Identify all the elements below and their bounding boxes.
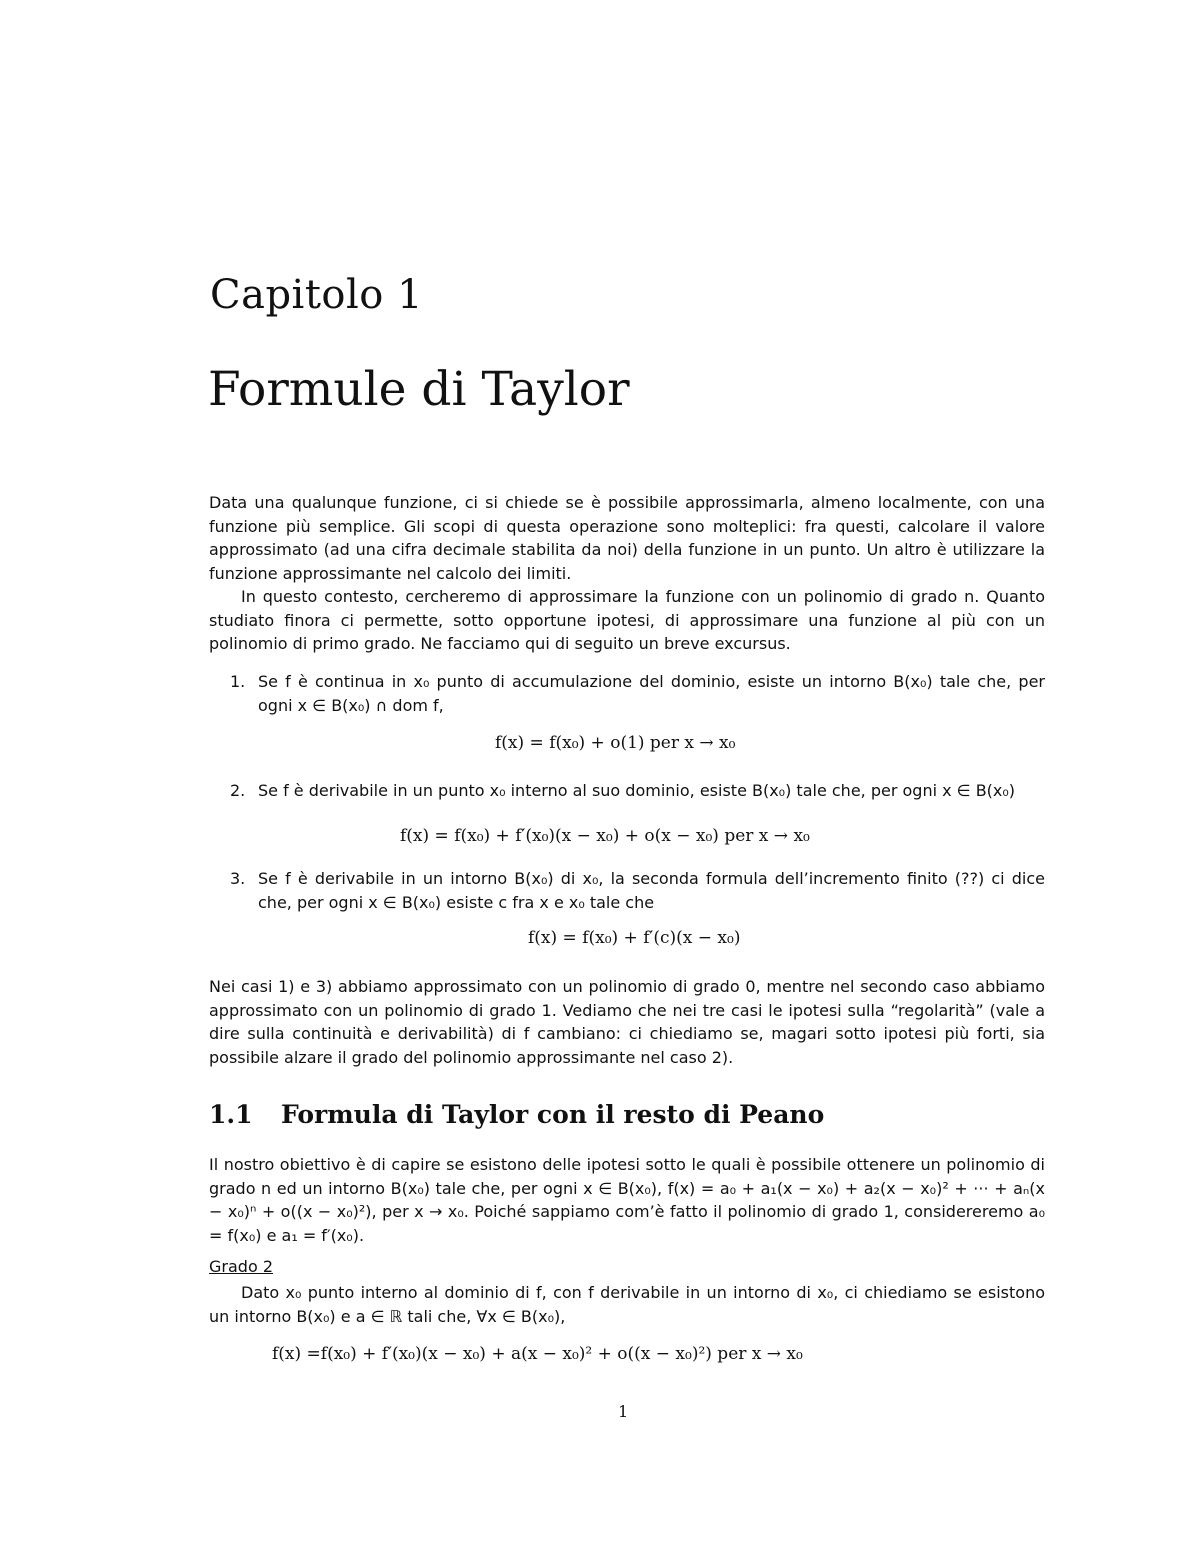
section-number: 1.1 bbox=[209, 1100, 253, 1129]
list-item-text: Se f è continua in x₀ punto di accumulazione del dominio, esiste un intorno B(x₀) tale che, per ogni x ∈ B(x₀) ∩ dom f, bbox=[258, 672, 1045, 715]
formula-continuity: f(x) = f(x₀) + o(1) per x → x₀ bbox=[495, 733, 736, 753]
context-paragraph: In questo contesto, cercheremo di approssimare la funzione con un polinomio di grado n. Quanto studiato finora ci permette, sotto opportune ipotesi, di approssimare una funzione al più con un polinomio di primo grado. Ne facciamo qui di seguito un breve excursus. bbox=[209, 587, 1045, 653]
list-item bbox=[230, 779, 1045, 803]
list-item-text: Se f è derivabile in un punto x₀ interno al suo dominio, esiste B(x₀) tale che, per ogni x ∈ B(x₀) bbox=[258, 781, 1016, 800]
intro-paragraph: Data una qualunque funzione, ci si chiede se è possibile approssimarla, almeno localmente, con una funzione più semplice. Gli scopi di questa operazione sono molteplici: fra questi, calcolare il valore approssimato (ad una cifra decimale stabilita da noi) della funzione in un punto. Un altro è utilizzare la funzione approssimante nel calcolo dei limiti. bbox=[209, 493, 1045, 583]
page-number: 1 bbox=[618, 1402, 629, 1421]
formula-degree2: f(x) =f(x₀) + f′(x₀)(x − x₀) + a(x − x₀)² + o((x − x₀)²) per x → x₀ bbox=[272, 1344, 803, 1364]
list-item-number: 3. bbox=[230, 869, 246, 888]
objective-paragraph: Il nostro obiettivo è di capire se esistono delle ipotesi sotto le quali è possibile ottenere un polinomio di grado n ed un intorno B(x₀) tale che, per ogni x ∈ B(x₀), f(x) = a₀ + a₁(x − x₀) + a₂(x − x₀)² + ··· + aₙ(x − x₀)ⁿ + o((x − x₀)²), per x → x₀. Poiché sappiamo com’è fatto il polinomio di grado 1, considereremo a₀ = f(x₀) e a₁ = f′(x₀). bbox=[209, 1155, 1045, 1245]
section-heading bbox=[209, 1100, 824, 1129]
chapter-title: Formule di Taylor bbox=[208, 362, 630, 417]
section-title: Formula di Taylor con il resto di Peano bbox=[281, 1100, 825, 1129]
list-item-number: 2. bbox=[230, 781, 246, 800]
formula-mean-value: f(x) = f(x₀) + f′(c)(x − x₀) bbox=[528, 928, 741, 948]
list-item-number: 1. bbox=[230, 672, 246, 691]
summary-paragraph: Nei casi 1) e 3) abbiamo approssimato con un polinomio di grado 0, mentre nel secondo caso abbiamo approssimato con un polinomio di grado 1. Vediamo che nei tre casi le ipotesi sulla “regolarità” (vale a dire sulla continuità e derivabilità) di f cambiano: ci chiediamo se, magari sotto ipotesi più forti, sia possibile alzare il grado del polinomio approssimante nel caso 2). bbox=[209, 977, 1045, 1067]
list-item bbox=[230, 867, 1045, 914]
degree2-paragraph: Dato x₀ punto interno al dominio di f, con f derivabile in un intorno di x₀, ci chiediamo se esistono un intorno B(x₀) e a ∈ ℝ tali che, ∀x ∈ B(x₀), bbox=[209, 1283, 1045, 1326]
formula-differentiability: f(x) = f(x₀) + f′(x₀)(x − x₀) + o(x − x₀) per x → x₀ bbox=[400, 826, 810, 846]
list-item bbox=[230, 670, 1045, 717]
subheading: Grado 2 bbox=[209, 1257, 273, 1276]
chapter-label: Capitolo 1 bbox=[210, 272, 424, 318]
list-item-text: Se f è derivabile in un intorno B(x₀) di x₀, la seconda formula dell’incremento finito (??) ci dice che, per ogni x ∈ B(x₀) esiste c fra x e x₀ tale che bbox=[258, 869, 1045, 912]
